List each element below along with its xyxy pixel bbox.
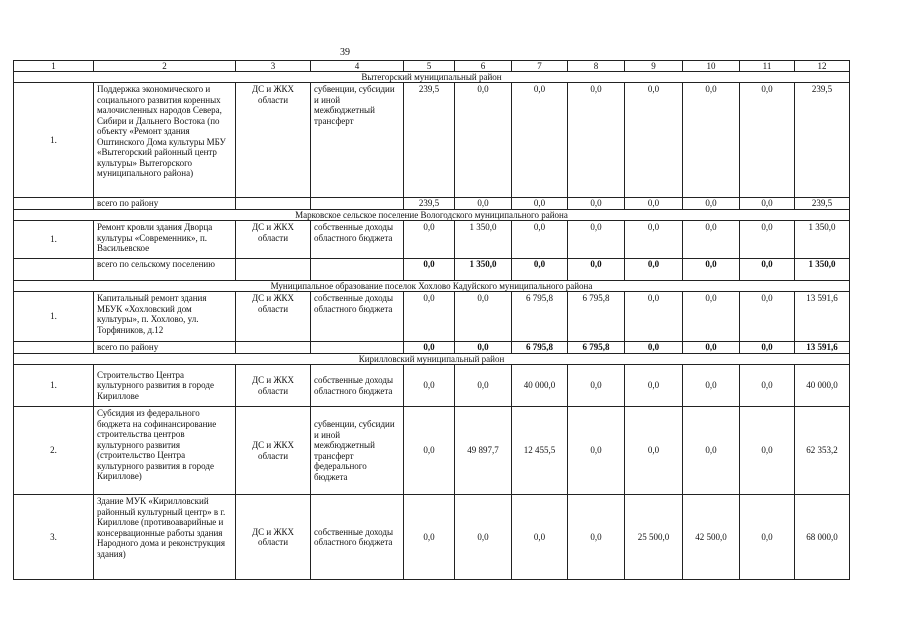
total-value: 0,0 xyxy=(512,198,568,210)
cell-value: 25 500,0 xyxy=(625,495,683,580)
total-row xyxy=(14,198,850,210)
row-responsible: ДС и ЖКХ области xyxy=(236,407,311,495)
row-name: Субсидия из федерального бюджета на софинансирование строительства центров культурного развития (строительство Центра культурного развития в городе Кириллове) xyxy=(94,407,236,495)
section-title: Муниципальное образование поселок Хохлово Кадуйского муниципального района xyxy=(14,281,850,292)
cell-value: 0,0 xyxy=(512,221,568,259)
cell-value: 0,0 xyxy=(512,495,568,580)
row-number: 2. xyxy=(14,407,94,495)
cell-value: 0,0 xyxy=(740,407,795,495)
total-value: 0,0 xyxy=(683,198,740,210)
total-value: 0,0 xyxy=(625,342,683,354)
row-responsible: ДС и ЖКХ области xyxy=(236,365,311,407)
cell-value: 68 000,0 xyxy=(795,495,850,580)
total-row xyxy=(14,259,850,281)
total-value: 0,0 xyxy=(512,259,568,281)
cell-value: 0,0 xyxy=(683,292,740,342)
cell-value: 0,0 xyxy=(625,221,683,259)
cell-value: 42 500,0 xyxy=(683,495,740,580)
total-label: всего по сельскому поселению xyxy=(94,259,236,281)
section-title-row xyxy=(14,354,850,365)
cell-value: 0,0 xyxy=(683,365,740,407)
total-value: 0,0 xyxy=(568,259,625,281)
cell-value: 0,0 xyxy=(455,292,512,342)
row-source: субвенции, субсидии и иной межбюджетный трансферт xyxy=(311,83,404,198)
total-value: 0,0 xyxy=(683,259,740,281)
cell-value: 0,0 xyxy=(568,407,625,495)
row-responsible: ДС и ЖКХ области xyxy=(236,495,311,580)
total-value: 0,0 xyxy=(568,198,625,210)
total-value: 0,0 xyxy=(625,198,683,210)
row-name: Капитальный ремонт здания МБУК «Хохловский дом культуры», п. Хохлово, ул. Торфяников, д.12 xyxy=(94,292,236,342)
total-value: 0,0 xyxy=(455,342,512,354)
col-header: 12 xyxy=(795,61,850,72)
col-header: 7 xyxy=(512,61,568,72)
total-value: 0,0 xyxy=(625,259,683,281)
cell-value: 0,0 xyxy=(683,221,740,259)
cell-value: 12 455,5 xyxy=(512,407,568,495)
section-title: Марковское сельское поселение Вологодского муниципального района xyxy=(14,210,850,221)
table-row xyxy=(14,83,850,198)
row-source: собственные доходы областного бюджета xyxy=(311,365,404,407)
cell-value: 1 350,0 xyxy=(455,221,512,259)
col-header: 5 xyxy=(404,61,455,72)
row-source: собственные доходы областного бюджета xyxy=(311,292,404,342)
cell-value: 0,0 xyxy=(568,83,625,198)
row-responsible: ДС и ЖКХ области xyxy=(236,221,311,259)
col-header: 8 xyxy=(568,61,625,72)
cell-value: 0,0 xyxy=(455,83,512,198)
row-number: 1. xyxy=(14,292,94,342)
table-row xyxy=(14,407,850,495)
col-header: 3 xyxy=(236,61,311,72)
cell-value: 0,0 xyxy=(404,495,455,580)
page-number: 39 xyxy=(340,47,350,58)
section-title-row xyxy=(14,72,850,83)
cell-value: 40 000,0 xyxy=(795,365,850,407)
total-value: 0,0 xyxy=(740,198,795,210)
table-row xyxy=(14,495,850,580)
cell-value: 0,0 xyxy=(455,365,512,407)
row-number: 1. xyxy=(14,221,94,259)
total-value: 0,0 xyxy=(455,198,512,210)
table-row xyxy=(14,221,850,259)
col-header: 4 xyxy=(311,61,404,72)
total-value: 0,0 xyxy=(404,259,455,281)
total-label: всего по району xyxy=(94,342,236,354)
total-value: 0,0 xyxy=(404,342,455,354)
total-value: 0,0 xyxy=(683,342,740,354)
cell-value: 0,0 xyxy=(404,365,455,407)
cell-value: 0,0 xyxy=(568,365,625,407)
cell-value: 6 795,8 xyxy=(512,292,568,342)
row-name: Ремонт кровли здания Дворца культуры «Современник», п. Васильевское xyxy=(94,221,236,259)
cell-value: 0,0 xyxy=(568,495,625,580)
cell-value: 0,0 xyxy=(625,83,683,198)
cell-value: 0,0 xyxy=(740,221,795,259)
row-number: 1. xyxy=(14,83,94,198)
col-header: 6 xyxy=(455,61,512,72)
row-source: собственные доходы областного бюджета xyxy=(311,495,404,580)
cell-value: 239,5 xyxy=(404,83,455,198)
cell-value: 0,0 xyxy=(683,83,740,198)
col-header: 11 xyxy=(740,61,795,72)
row-number: 3. xyxy=(14,495,94,580)
total-value: 239,5 xyxy=(404,198,455,210)
col-header: 1 xyxy=(14,61,94,72)
total-row xyxy=(14,342,850,354)
col-header: 10 xyxy=(683,61,740,72)
row-source: субвенции, субсидии и иной межбюджетный трансферт федерального бюджета xyxy=(311,407,404,495)
table-row xyxy=(14,365,850,407)
total-label: всего по району xyxy=(94,198,236,210)
section-title: Кирилловский муниципальный район xyxy=(14,354,850,365)
cell-value: 0,0 xyxy=(740,365,795,407)
total-value: 239,5 xyxy=(795,198,850,210)
cell-value: 0,0 xyxy=(740,292,795,342)
row-name: Строительство Центра культурного развития в городе Кириллове xyxy=(94,365,236,407)
total-value: 13 591,6 xyxy=(795,342,850,354)
table-row xyxy=(14,292,850,342)
cell-value: 0,0 xyxy=(683,407,740,495)
row-responsible: ДС и ЖКХ области xyxy=(236,292,311,342)
cell-value: 0,0 xyxy=(455,495,512,580)
total-value: 1 350,0 xyxy=(795,259,850,281)
col-header: 2 xyxy=(94,61,236,72)
cell-value: 1 350,0 xyxy=(795,221,850,259)
cell-value: 13 591,6 xyxy=(795,292,850,342)
row-name: Здание МУК «Кирилловский районный культурный центр» в г. Кириллове (противоаварийные и консервационные работы здания Народного дома и реконструкция здания) xyxy=(94,495,236,580)
budget-table xyxy=(13,60,850,580)
column-header-row xyxy=(14,61,850,72)
total-value: 6 795,8 xyxy=(512,342,568,354)
cell-value: 0,0 xyxy=(625,292,683,342)
cell-value: 0,0 xyxy=(404,221,455,259)
total-value: 0,0 xyxy=(740,259,795,281)
row-number: 1. xyxy=(14,365,94,407)
row-name: Поддержка экономического и социального развития коренных малочисленных народов Севера, Сибири и Дальнего Востока (по объекту «Ремонт здания Оштинского Дома культуры МБУ «Вытегорский районный центр культуры» Вытегорского муниципального района) xyxy=(94,83,236,198)
cell-value: 40 000,0 xyxy=(512,365,568,407)
cell-value: 239,5 xyxy=(795,83,850,198)
section-title-row xyxy=(14,210,850,221)
cell-value: 0,0 xyxy=(740,83,795,198)
cell-value: 0,0 xyxy=(625,365,683,407)
cell-value: 0,0 xyxy=(740,495,795,580)
section-title-row xyxy=(14,281,850,292)
section-title: Вытегорский муниципальный район xyxy=(14,72,850,83)
total-value: 6 795,8 xyxy=(568,342,625,354)
row-source: собственные доходы областного бюджета xyxy=(311,221,404,259)
cell-value: 0,0 xyxy=(404,292,455,342)
total-value: 1 350,0 xyxy=(455,259,512,281)
cell-value: 49 897,7 xyxy=(455,407,512,495)
total-value: 0,0 xyxy=(740,342,795,354)
cell-value: 62 353,2 xyxy=(795,407,850,495)
cell-value: 6 795,8 xyxy=(568,292,625,342)
col-header: 9 xyxy=(625,61,683,72)
row-responsible: ДС и ЖКХ области xyxy=(236,83,311,198)
cell-value: 0,0 xyxy=(625,407,683,495)
cell-value: 0,0 xyxy=(568,221,625,259)
cell-value: 0,0 xyxy=(512,83,568,198)
cell-value: 0,0 xyxy=(404,407,455,495)
